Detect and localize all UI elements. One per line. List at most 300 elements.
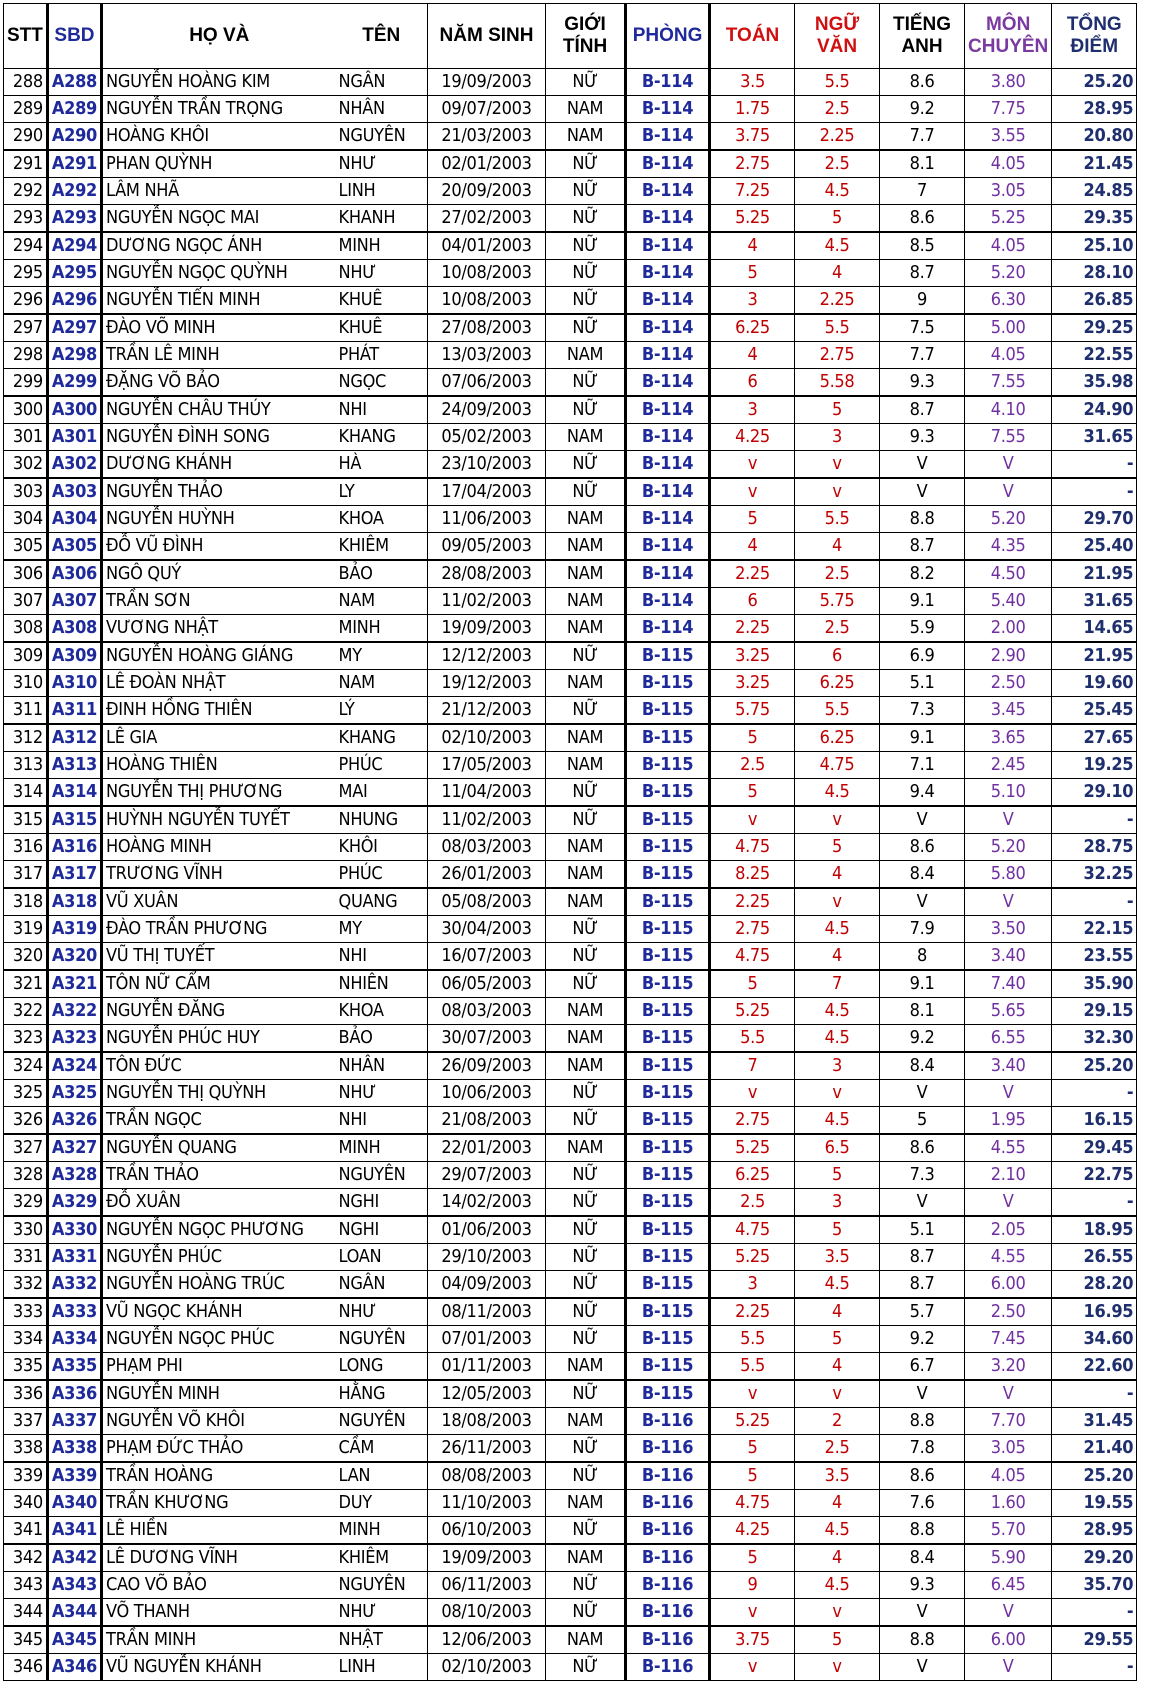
cell-phong: B-115 bbox=[626, 642, 710, 670]
cell-gioitinh: NỮ bbox=[546, 1162, 626, 1189]
cell-toan: 5 bbox=[710, 1544, 795, 1572]
cell-monchuyen: 4.10 bbox=[965, 396, 1052, 424]
cell-ten: DUY bbox=[336, 1490, 428, 1517]
cell-toan: 4 bbox=[710, 232, 795, 260]
cell-toan: 2.5 bbox=[710, 752, 795, 779]
cell-sbd: A318 bbox=[47, 888, 101, 916]
cell-sbd: A297 bbox=[47, 314, 101, 342]
cell-stt: 299 bbox=[4, 369, 48, 397]
cell-sbd: A321 bbox=[47, 970, 101, 998]
cell-ho: HOÀNG KHÔI bbox=[102, 123, 336, 151]
cell-phong: B-114 bbox=[626, 123, 710, 151]
cell-monchuyen: 5.20 bbox=[965, 834, 1052, 861]
table-row bbox=[4, 1490, 1137, 1517]
table-row bbox=[4, 1626, 1137, 1654]
cell-ho: ĐINH HỒNG THIÊN bbox=[102, 697, 336, 725]
cell-monchuyen: 7.55 bbox=[965, 369, 1052, 397]
cell-phong: B-115 bbox=[626, 1189, 710, 1217]
cell-tienganh: V bbox=[880, 1654, 965, 1681]
cell-gioitinh: NAM bbox=[546, 998, 626, 1025]
cell-ten: MY bbox=[336, 642, 428, 670]
cell-monchuyen: 6.45 bbox=[965, 1572, 1052, 1599]
cell-ho: LÊ DƯƠNG VĨNH bbox=[102, 1544, 336, 1572]
cell-gioitinh: NỮ bbox=[546, 1326, 626, 1353]
cell-tienganh: V bbox=[880, 1080, 965, 1107]
table-row bbox=[4, 1408, 1137, 1435]
cell-ten: NHI bbox=[336, 396, 428, 424]
cell-namsinh: 12/05/2003 bbox=[428, 1380, 546, 1408]
cell-ho: NGUYỄN TIẾN MINH bbox=[102, 287, 336, 315]
cell-phong: B-115 bbox=[626, 697, 710, 725]
cell-nguvan: 2.5 bbox=[795, 96, 880, 123]
cell-tongdiem: 31.65 bbox=[1052, 424, 1137, 451]
cell-gioitinh: NAM bbox=[546, 1490, 626, 1517]
cell-ten: NHIÊN bbox=[336, 970, 428, 998]
table-row bbox=[4, 1271, 1137, 1299]
cell-tienganh: 7.8 bbox=[880, 1435, 965, 1463]
cell-phong: B-114 bbox=[626, 506, 710, 533]
cell-nguvan: 2 bbox=[795, 1408, 880, 1435]
cell-ho: NGUYỄN NGỌC PHÚC bbox=[102, 1326, 336, 1353]
cell-sbd: A340 bbox=[47, 1490, 101, 1517]
cell-toan: 8.25 bbox=[710, 861, 795, 889]
cell-sbd: A322 bbox=[47, 998, 101, 1025]
cell-sbd: A338 bbox=[47, 1435, 101, 1463]
cell-ho: ĐỖ VŨ ĐÌNH bbox=[102, 533, 336, 561]
cell-monchuyen: 6.30 bbox=[965, 287, 1052, 315]
cell-namsinh: 21/08/2003 bbox=[428, 1107, 546, 1135]
cell-phong: B-114 bbox=[626, 560, 710, 588]
cell-stt: 337 bbox=[4, 1408, 48, 1435]
cell-tienganh: 9.3 bbox=[880, 424, 965, 451]
cell-monchuyen: 4.55 bbox=[965, 1244, 1052, 1271]
cell-nguvan: 6.25 bbox=[795, 670, 880, 697]
cell-gioitinh: NỮ bbox=[546, 1298, 626, 1326]
cell-phong: B-115 bbox=[626, 888, 710, 916]
cell-tienganh: 8.7 bbox=[880, 396, 965, 424]
cell-phong: B-115 bbox=[626, 1080, 710, 1107]
cell-ten: NAM bbox=[336, 588, 428, 615]
cell-monchuyen: 5.80 bbox=[965, 861, 1052, 889]
cell-ho: ĐỖ XUÂN bbox=[102, 1189, 336, 1217]
cell-tongdiem: 22.55 bbox=[1052, 342, 1137, 369]
cell-monchuyen: 4.05 bbox=[965, 150, 1052, 178]
cell-ten: MINH bbox=[336, 615, 428, 643]
cell-ho: TÔN NỮ CẨM bbox=[102, 970, 336, 998]
cell-toan: 3 bbox=[710, 1271, 795, 1299]
cell-phong: B-115 bbox=[626, 943, 710, 971]
cell-tongdiem: - bbox=[1052, 478, 1137, 506]
cell-nguvan: 2.5 bbox=[795, 150, 880, 178]
cell-sbd: A312 bbox=[47, 724, 101, 752]
cell-ho: TRẦN KHƯƠNG bbox=[102, 1490, 336, 1517]
cell-ho: ĐÀO TRẦN PHƯƠNG bbox=[102, 916, 336, 943]
cell-phong: B-114 bbox=[626, 150, 710, 178]
cell-namsinh: 19/09/2003 bbox=[428, 1544, 546, 1572]
cell-gioitinh: NAM bbox=[546, 888, 626, 916]
cell-tongdiem: 21.95 bbox=[1052, 560, 1137, 588]
cell-gioitinh: NỮ bbox=[546, 1599, 626, 1627]
cell-namsinh: 16/07/2003 bbox=[428, 943, 546, 971]
cell-ten: LINH bbox=[336, 1654, 428, 1681]
table-row bbox=[4, 1134, 1137, 1162]
cell-namsinh: 11/10/2003 bbox=[428, 1490, 546, 1517]
cell-tienganh: 8.7 bbox=[880, 1244, 965, 1271]
cell-ten: KHOA bbox=[336, 506, 428, 533]
cell-gioitinh: NỮ bbox=[546, 396, 626, 424]
cell-ho: NGUYỄN THỊ PHƯƠNG bbox=[102, 779, 336, 807]
header-toan: TOÁN bbox=[710, 4, 795, 69]
cell-toan: 4 bbox=[710, 342, 795, 369]
cell-stt: 318 bbox=[4, 888, 48, 916]
cell-toan: 2.75 bbox=[710, 916, 795, 943]
cell-gioitinh: NỮ bbox=[546, 287, 626, 315]
cell-tienganh: V bbox=[880, 806, 965, 834]
cell-namsinh: 02/01/2003 bbox=[428, 150, 546, 178]
cell-tienganh: 8.6 bbox=[880, 205, 965, 233]
cell-phong: B-115 bbox=[626, 1162, 710, 1189]
cell-toan: v bbox=[710, 1080, 795, 1107]
table-row bbox=[4, 1462, 1137, 1490]
cell-toan: 5.25 bbox=[710, 205, 795, 233]
cell-stt: 313 bbox=[4, 752, 48, 779]
cell-toan: 4.25 bbox=[710, 1517, 795, 1545]
cell-stt: 342 bbox=[4, 1544, 48, 1572]
cell-tienganh: 7.3 bbox=[880, 1162, 965, 1189]
cell-ho: NGUYỄN THỊ QUỲNH bbox=[102, 1080, 336, 1107]
cell-sbd: A335 bbox=[47, 1353, 101, 1381]
cell-tongdiem: 16.15 bbox=[1052, 1107, 1137, 1135]
cell-tienganh: 9.2 bbox=[880, 1326, 965, 1353]
cell-gioitinh: NỮ bbox=[546, 1216, 626, 1244]
cell-nguvan: 3.5 bbox=[795, 1462, 880, 1490]
cell-tongdiem: - bbox=[1052, 451, 1137, 479]
cell-phong: B-114 bbox=[626, 424, 710, 451]
cell-gioitinh: NAM bbox=[546, 96, 626, 123]
cell-toan: 4 bbox=[710, 533, 795, 561]
cell-stt: 296 bbox=[4, 287, 48, 315]
cell-sbd: A305 bbox=[47, 533, 101, 561]
cell-monchuyen: 3.40 bbox=[965, 1052, 1052, 1080]
cell-toan: 3 bbox=[710, 396, 795, 424]
cell-tienganh: V bbox=[880, 478, 965, 506]
cell-phong: B-115 bbox=[626, 1244, 710, 1271]
cell-gioitinh: NAM bbox=[546, 588, 626, 615]
cell-ten: LAN bbox=[336, 1462, 428, 1490]
cell-tongdiem: - bbox=[1052, 888, 1137, 916]
cell-stt: 295 bbox=[4, 260, 48, 287]
cell-sbd: A343 bbox=[47, 1572, 101, 1599]
cell-sbd: A306 bbox=[47, 560, 101, 588]
cell-nguvan: 2.5 bbox=[795, 1435, 880, 1463]
cell-sbd: A309 bbox=[47, 642, 101, 670]
cell-nguvan: 4.5 bbox=[795, 779, 880, 807]
cell-tienganh: 7.1 bbox=[880, 752, 965, 779]
cell-monchuyen: 3.40 bbox=[965, 943, 1052, 971]
cell-sbd: A331 bbox=[47, 1244, 101, 1271]
cell-phong: B-115 bbox=[626, 1298, 710, 1326]
cell-phong: B-114 bbox=[626, 615, 710, 643]
cell-sbd: A330 bbox=[47, 1216, 101, 1244]
cell-toan: 3.25 bbox=[710, 642, 795, 670]
cell-tongdiem: 27.65 bbox=[1052, 724, 1137, 752]
cell-namsinh: 07/06/2003 bbox=[428, 369, 546, 397]
cell-toan: 5.25 bbox=[710, 998, 795, 1025]
cell-tongdiem: 25.10 bbox=[1052, 232, 1137, 260]
cell-ho: LÊ GIA bbox=[102, 724, 336, 752]
cell-gioitinh: NỮ bbox=[546, 1462, 626, 1490]
cell-tongdiem: - bbox=[1052, 1380, 1137, 1408]
cell-stt: 317 bbox=[4, 861, 48, 889]
cell-monchuyen: V bbox=[965, 1599, 1052, 1627]
table-row bbox=[4, 1189, 1137, 1217]
cell-gioitinh: NỮ bbox=[546, 779, 626, 807]
cell-tienganh: V bbox=[880, 1189, 965, 1217]
cell-tienganh: 6.9 bbox=[880, 642, 965, 670]
cell-ho: TRẦN HOÀNG bbox=[102, 1462, 336, 1490]
cell-toan: 2.75 bbox=[710, 150, 795, 178]
cell-tienganh: 8.6 bbox=[880, 69, 965, 96]
cell-phong: B-114 bbox=[626, 232, 710, 260]
cell-tienganh: 6.7 bbox=[880, 1353, 965, 1381]
cell-tienganh: 9.1 bbox=[880, 588, 965, 615]
cell-ho: TÔN ĐỨC bbox=[102, 1052, 336, 1080]
cell-nguvan: 2.75 bbox=[795, 342, 880, 369]
cell-nguvan: v bbox=[795, 888, 880, 916]
cell-phong: B-115 bbox=[626, 670, 710, 697]
cell-monchuyen: 6.00 bbox=[965, 1271, 1052, 1299]
cell-stt: 314 bbox=[4, 779, 48, 807]
cell-tongdiem: 28.95 bbox=[1052, 1517, 1137, 1545]
table-row bbox=[4, 642, 1137, 670]
cell-monchuyen: 5.40 bbox=[965, 588, 1052, 615]
cell-tienganh: 8.1 bbox=[880, 150, 965, 178]
cell-stt: 330 bbox=[4, 1216, 48, 1244]
cell-tongdiem: 20.80 bbox=[1052, 123, 1137, 151]
cell-namsinh: 01/06/2003 bbox=[428, 1216, 546, 1244]
table-row bbox=[4, 396, 1137, 424]
cell-toan: 5 bbox=[710, 1462, 795, 1490]
cell-stt: 304 bbox=[4, 506, 48, 533]
cell-sbd: A320 bbox=[47, 943, 101, 971]
cell-stt: 305 bbox=[4, 533, 48, 561]
cell-stt: 297 bbox=[4, 314, 48, 342]
cell-gioitinh: NỮ bbox=[546, 150, 626, 178]
cell-ten: LINH bbox=[336, 178, 428, 205]
cell-toan: 3.5 bbox=[710, 69, 795, 96]
cell-phong: B-115 bbox=[626, 724, 710, 752]
cell-namsinh: 08/03/2003 bbox=[428, 998, 546, 1025]
cell-phong: B-115 bbox=[626, 970, 710, 998]
cell-nguvan: 4.5 bbox=[795, 916, 880, 943]
cell-ten: HẰNG bbox=[336, 1380, 428, 1408]
cell-phong: B-115 bbox=[626, 834, 710, 861]
cell-stt: 306 bbox=[4, 560, 48, 588]
cell-namsinh: 11/02/2003 bbox=[428, 588, 546, 615]
cell-ten: KHOA bbox=[336, 998, 428, 1025]
cell-stt: 300 bbox=[4, 396, 48, 424]
cell-tienganh: 9.1 bbox=[880, 724, 965, 752]
cell-stt: 307 bbox=[4, 588, 48, 615]
table-row bbox=[4, 1025, 1137, 1053]
cell-ten: LY bbox=[336, 478, 428, 506]
cell-tongdiem: 32.25 bbox=[1052, 861, 1137, 889]
cell-ho: NGUYỄN ĐÌNH SONG bbox=[102, 424, 336, 451]
cell-sbd: A316 bbox=[47, 834, 101, 861]
cell-ten: LÝ bbox=[336, 697, 428, 725]
cell-phong: B-114 bbox=[626, 260, 710, 287]
cell-toan: 5 bbox=[710, 724, 795, 752]
cell-stt: 321 bbox=[4, 970, 48, 998]
cell-tienganh: V bbox=[880, 888, 965, 916]
cell-toan: 2.25 bbox=[710, 615, 795, 643]
cell-sbd: A299 bbox=[47, 369, 101, 397]
cell-sbd: A300 bbox=[47, 396, 101, 424]
cell-gioitinh: NAM bbox=[546, 342, 626, 369]
cell-ten: PHÚC bbox=[336, 752, 428, 779]
cell-monchuyen: V bbox=[965, 1654, 1052, 1681]
header-tongdiem: TỔNG ĐIỂM bbox=[1052, 4, 1137, 69]
table-row bbox=[4, 697, 1137, 725]
cell-gioitinh: NAM bbox=[546, 861, 626, 889]
cell-phong: B-115 bbox=[626, 1025, 710, 1053]
cell-gioitinh: NỮ bbox=[546, 178, 626, 205]
cell-phong: B-114 bbox=[626, 178, 710, 205]
cell-ten: MY bbox=[336, 916, 428, 943]
cell-stt: 293 bbox=[4, 205, 48, 233]
table-row bbox=[4, 724, 1137, 752]
cell-namsinh: 10/08/2003 bbox=[428, 287, 546, 315]
cell-gioitinh: NAM bbox=[546, 724, 626, 752]
cell-ten: QUANG bbox=[336, 888, 428, 916]
table-row bbox=[4, 232, 1137, 260]
cell-ten: NGỌC bbox=[336, 369, 428, 397]
cell-ho: TRẦN MINH bbox=[102, 1626, 336, 1654]
cell-tongdiem: 28.75 bbox=[1052, 834, 1137, 861]
cell-nguvan: 7 bbox=[795, 970, 880, 998]
cell-ten: KHIÊM bbox=[336, 533, 428, 561]
cell-sbd: A296 bbox=[47, 287, 101, 315]
cell-monchuyen: V bbox=[965, 1189, 1052, 1217]
cell-tienganh: 8.8 bbox=[880, 506, 965, 533]
cell-sbd: A344 bbox=[47, 1599, 101, 1627]
cell-monchuyen: V bbox=[965, 806, 1052, 834]
cell-ten: NGHI bbox=[336, 1216, 428, 1244]
cell-phong: B-115 bbox=[626, 916, 710, 943]
cell-toan: 5.75 bbox=[710, 697, 795, 725]
cell-gioitinh: NỮ bbox=[546, 260, 626, 287]
cell-stt: 311 bbox=[4, 697, 48, 725]
cell-phong: B-115 bbox=[626, 1216, 710, 1244]
cell-ten: NGUYÊN bbox=[336, 1572, 428, 1599]
cell-tienganh: 8.4 bbox=[880, 1544, 965, 1572]
cell-toan: 4.75 bbox=[710, 943, 795, 971]
cell-tienganh: 9.2 bbox=[880, 96, 965, 123]
table-row bbox=[4, 1599, 1137, 1627]
cell-toan: 6.25 bbox=[710, 1162, 795, 1189]
cell-sbd: A307 bbox=[47, 588, 101, 615]
cell-toan: 2.25 bbox=[710, 888, 795, 916]
cell-ten: NGÂN bbox=[336, 69, 428, 96]
cell-nguvan: 4 bbox=[795, 1353, 880, 1381]
cell-ho: VŨ THỊ TUYẾT bbox=[102, 943, 336, 971]
cell-ten: NHÂN bbox=[336, 96, 428, 123]
cell-toan: 5 bbox=[710, 779, 795, 807]
cell-ten: NHI bbox=[336, 1107, 428, 1135]
cell-gioitinh: NỮ bbox=[546, 916, 626, 943]
cell-ho: NGUYỄN ĐĂNG bbox=[102, 998, 336, 1025]
cell-namsinh: 04/09/2003 bbox=[428, 1271, 546, 1299]
cell-toan: 2.25 bbox=[710, 1298, 795, 1326]
cell-tienganh: 8.4 bbox=[880, 1052, 965, 1080]
table-row bbox=[4, 1517, 1137, 1545]
cell-monchuyen: 5.20 bbox=[965, 506, 1052, 533]
cell-monchuyen: 5.20 bbox=[965, 260, 1052, 287]
cell-namsinh: 09/07/2003 bbox=[428, 96, 546, 123]
cell-ho: TRẦN NGỌC bbox=[102, 1107, 336, 1135]
cell-gioitinh: NỮ bbox=[546, 697, 626, 725]
cell-ho: LÊ ĐOÀN NHẬT bbox=[102, 670, 336, 697]
table-row bbox=[4, 943, 1137, 971]
cell-tongdiem: 32.30 bbox=[1052, 1025, 1137, 1053]
cell-ten: PHÚC bbox=[336, 861, 428, 889]
cell-monchuyen: 4.55 bbox=[965, 1134, 1052, 1162]
cell-tienganh: 8.1 bbox=[880, 998, 965, 1025]
table-row bbox=[4, 806, 1137, 834]
cell-ho: NGUYỄN HOÀNG GIÁNG bbox=[102, 642, 336, 670]
cell-stt: 343 bbox=[4, 1572, 48, 1599]
cell-ho: TRẦN SƠN bbox=[102, 588, 336, 615]
cell-tongdiem: 19.55 bbox=[1052, 1490, 1137, 1517]
cell-sbd: A314 bbox=[47, 779, 101, 807]
cell-sbd: A329 bbox=[47, 1189, 101, 1217]
cell-tienganh: 9.2 bbox=[880, 1025, 965, 1053]
cell-gioitinh: NỮ bbox=[546, 1189, 626, 1217]
cell-namsinh: 02/10/2003 bbox=[428, 724, 546, 752]
table-row bbox=[4, 1654, 1137, 1681]
cell-namsinh: 27/08/2003 bbox=[428, 314, 546, 342]
cell-monchuyen: 5.90 bbox=[965, 1544, 1052, 1572]
cell-toan: v bbox=[710, 1380, 795, 1408]
cell-namsinh: 08/10/2003 bbox=[428, 1599, 546, 1627]
table-row bbox=[4, 834, 1137, 861]
table-row bbox=[4, 1216, 1137, 1244]
cell-nguvan: 4 bbox=[795, 943, 880, 971]
cell-sbd: A292 bbox=[47, 178, 101, 205]
cell-monchuyen: 2.50 bbox=[965, 1298, 1052, 1326]
cell-ho: NGUYỄN PHÚC HUY bbox=[102, 1025, 336, 1053]
cell-sbd: A337 bbox=[47, 1408, 101, 1435]
cell-tongdiem: 19.25 bbox=[1052, 752, 1137, 779]
cell-ten: NGUYÊN bbox=[336, 1162, 428, 1189]
cell-toan: v bbox=[710, 451, 795, 479]
cell-toan: v bbox=[710, 806, 795, 834]
cell-nguvan: 4.5 bbox=[795, 232, 880, 260]
cell-tienganh: 8 bbox=[880, 943, 965, 971]
cell-tienganh: 8.6 bbox=[880, 1462, 965, 1490]
cell-namsinh: 12/12/2003 bbox=[428, 642, 546, 670]
cell-tienganh: 5.1 bbox=[880, 670, 965, 697]
header-phong: PHÒNG bbox=[626, 4, 710, 69]
cell-gioitinh: NỮ bbox=[546, 69, 626, 96]
header-monchuyen: MÔN CHUYÊN bbox=[965, 4, 1052, 69]
cell-sbd: A308 bbox=[47, 615, 101, 643]
cell-gioitinh: NỮ bbox=[546, 970, 626, 998]
cell-sbd: A341 bbox=[47, 1517, 101, 1545]
cell-tongdiem: 24.85 bbox=[1052, 178, 1137, 205]
cell-namsinh: 04/01/2003 bbox=[428, 232, 546, 260]
cell-namsinh: 08/08/2003 bbox=[428, 1462, 546, 1490]
